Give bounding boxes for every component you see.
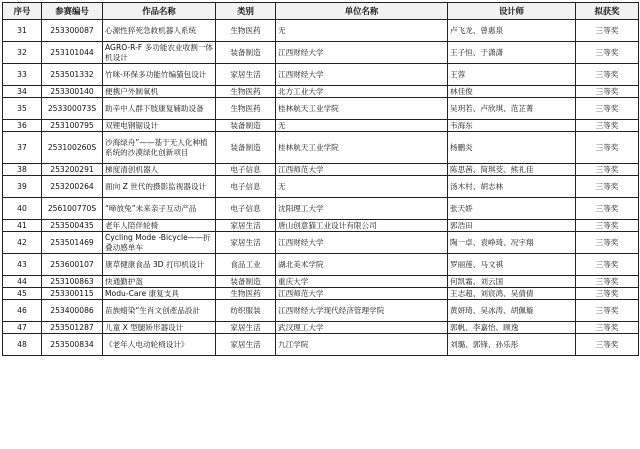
row-unit: 重庆大学 <box>276 276 448 288</box>
row-category: 装备制造 <box>216 120 276 132</box>
row-title: Modu-Care 康复支具 <box>103 288 216 300</box>
row-serial: 35 <box>3 98 42 120</box>
table-row <box>3 98 639 120</box>
row-designers: 王志超、刘宸鸿、吴倩倩 <box>448 288 576 300</box>
row-unit: 无 <box>276 176 448 198</box>
row-designers: 陈思茜、简琪茭、熊礼佳 <box>448 164 576 176</box>
row-category: 电子信息 <box>216 164 276 176</box>
row-category: 生物医药 <box>216 86 276 98</box>
row-category: 纺织服装 <box>216 300 276 322</box>
row-award: 三等奖 <box>576 164 639 176</box>
table-row <box>3 20 639 42</box>
row-category: 家居生活 <box>216 220 276 232</box>
document-page <box>2 2 638 447</box>
row-code: 253100260S <box>42 132 103 164</box>
table-row <box>3 176 639 198</box>
row-designers: 吴玥若、卢欣琪、范芷菁 <box>448 98 576 120</box>
row-title: 梯度清创机器人 <box>103 164 216 176</box>
row-code: 253300073S <box>42 98 103 120</box>
row-designers: 郭帆、李嘉怡、顾逸 <box>448 322 576 334</box>
row-unit: 江西师范大学 <box>276 164 448 176</box>
row-award: 三等奖 <box>576 198 639 220</box>
header-award: 拟获奖 <box>576 3 639 20</box>
row-code: 253501287 <box>42 322 103 334</box>
award-table <box>2 2 639 356</box>
row-code: 253500834 <box>42 334 103 356</box>
row-designers: 郭浩田 <box>448 220 576 232</box>
row-code: 256100770S <box>42 198 103 220</box>
row-award: 三等奖 <box>576 64 639 86</box>
row-serial: 46 <box>3 300 42 322</box>
row-award: 三等奖 <box>576 42 639 64</box>
row-designers: 罗丽莲、马文祺 <box>448 254 576 276</box>
row-award: 三等奖 <box>576 254 639 276</box>
row-title: 双锂电钢锯设计 <box>103 120 216 132</box>
row-category: 家居生活 <box>216 232 276 254</box>
table-body <box>3 20 639 356</box>
row-designers: 何凯霜、刘云国 <box>448 276 576 288</box>
row-unit: 江西财经大学 <box>276 232 448 254</box>
row-unit: 湖北美术学院 <box>276 254 448 276</box>
row-award: 三等奖 <box>576 300 639 322</box>
row-designers: 陶一卓、袁峥琦、况宇翔 <box>448 232 576 254</box>
row-code: 253100863 <box>42 276 103 288</box>
row-unit: 桂林航天工业学院 <box>276 98 448 120</box>
row-designers: 汤木村、胡志林 <box>448 176 576 198</box>
row-serial: 41 <box>3 220 42 232</box>
row-title: 竹咪-环保多功能竹编猫包设计 <box>103 64 216 86</box>
row-title: 康草健康食品 3D 打印机设计 <box>103 254 216 276</box>
row-title: “啼放兔”未来亲子互动产品 <box>103 198 216 220</box>
row-serial: 34 <box>3 86 42 98</box>
row-code: 253200264 <box>42 176 103 198</box>
row-title: 快通勤护盔 <box>103 276 216 288</box>
row-serial: 39 <box>3 176 42 198</box>
row-code: 253300115 <box>42 288 103 300</box>
row-code: 253100795 <box>42 120 103 132</box>
row-title: 老年人陪伴轮椅 <box>103 220 216 232</box>
table-row <box>3 232 639 254</box>
row-unit: 无 <box>276 120 448 132</box>
table-row <box>3 132 639 164</box>
row-serial: 36 <box>3 120 42 132</box>
row-category: 电子信息 <box>216 176 276 198</box>
row-serial: 32 <box>3 42 42 64</box>
row-serial: 44 <box>3 276 42 288</box>
row-category: 电子信息 <box>216 198 276 220</box>
row-unit: 江西财经大学现代经济管理学院 <box>276 300 448 322</box>
row-award: 三等奖 <box>576 220 639 232</box>
row-serial: 31 <box>3 20 42 42</box>
row-unit: 武汉理工大学 <box>276 322 448 334</box>
row-award: 三等奖 <box>576 86 639 98</box>
row-code: 253600107 <box>42 254 103 276</box>
row-title: 苗族蜡染“生肖文创產品設計 <box>103 300 216 322</box>
row-award: 三等奖 <box>576 132 639 164</box>
table-row <box>3 164 639 176</box>
row-category: 家居生活 <box>216 334 276 356</box>
table-row <box>3 120 639 132</box>
row-designers: 王子恒、于潇潇 <box>448 42 576 64</box>
row-unit: 沈阳理工大学 <box>276 198 448 220</box>
row-serial: 33 <box>3 64 42 86</box>
header-title: 作品名称 <box>103 3 216 20</box>
row-award: 三等奖 <box>576 98 639 120</box>
row-designers: 杨鹏炎 <box>448 132 576 164</box>
table-row <box>3 276 639 288</box>
table-header-row <box>3 3 639 20</box>
row-award: 三等奖 <box>576 288 639 300</box>
row-award: 三等奖 <box>576 276 639 288</box>
row-unit: 九江学院 <box>276 334 448 356</box>
row-code: 253500435 <box>42 220 103 232</box>
row-code: 253300140 <box>42 86 103 98</box>
row-title: 儿童 X 型腿矫形器设计 <box>103 322 216 334</box>
row-award: 三等奖 <box>576 334 639 356</box>
row-code: 253300087 <box>42 20 103 42</box>
row-serial: 43 <box>3 254 42 276</box>
row-unit: 唐山创意猫工业设计有限公司 <box>276 220 448 232</box>
header-unit: 单位名称 <box>276 3 448 20</box>
row-unit: 江西财经大学 <box>276 64 448 86</box>
row-serial: 38 <box>3 164 42 176</box>
row-code: 253400086 <box>42 300 103 322</box>
table-row <box>3 86 639 98</box>
row-serial: 37 <box>3 132 42 164</box>
row-award: 三等奖 <box>576 176 639 198</box>
row-award: 三等奖 <box>576 120 639 132</box>
table-row <box>3 220 639 232</box>
header-serial: 序号 <box>3 3 42 20</box>
row-title: 助辛中人群下肢康复辅助设备 <box>103 98 216 120</box>
row-category: 生物医药 <box>216 98 276 120</box>
row-serial: 48 <box>3 334 42 356</box>
row-category: 装备制造 <box>216 42 276 64</box>
table-row <box>3 64 639 86</box>
row-award: 三等奖 <box>576 232 639 254</box>
table-row <box>3 334 639 356</box>
row-unit: 桂林航天工业学院 <box>276 132 448 164</box>
row-serial: 45 <box>3 288 42 300</box>
header-category: 类别 <box>216 3 276 20</box>
row-category: 家居生活 <box>216 64 276 86</box>
row-serial: 47 <box>3 322 42 334</box>
row-designers: 王蓉 <box>448 64 576 86</box>
row-award: 三等奖 <box>576 20 639 42</box>
header-designers: 设计师 <box>448 3 576 20</box>
row-title: 便携户外制氧机 <box>103 86 216 98</box>
table-row <box>3 42 639 64</box>
row-designers: 卢飞龙、曾惠泉 <box>448 20 576 42</box>
row-title: 沙海绿舟”——基于无人化种植系统的沙漠绿化创新项目 <box>103 132 216 164</box>
row-code: 253101044 <box>42 42 103 64</box>
row-category: 装备制造 <box>216 276 276 288</box>
row-category: 装备制造 <box>216 132 276 164</box>
row-category: 食品工业 <box>216 254 276 276</box>
row-unit: 江西师范大学 <box>276 288 448 300</box>
row-category: 家居生活 <box>216 322 276 334</box>
row-title: 心源性猝死急救机器人系统 <box>103 20 216 42</box>
row-code: 253501332 <box>42 64 103 86</box>
header-code: 参赛编号 <box>42 3 103 20</box>
row-category: 生物医药 <box>216 288 276 300</box>
row-unit: 北方工业大学 <box>276 86 448 98</box>
row-code: 253501469 <box>42 232 103 254</box>
row-unit: 江西财经大学 <box>276 42 448 64</box>
table-row <box>3 288 639 300</box>
row-code: 253200291 <box>42 164 103 176</box>
row-designers: 林佳俊 <box>448 86 576 98</box>
row-designers: 韦海东 <box>448 120 576 132</box>
table-row <box>3 254 639 276</box>
row-designers: 黄妍琦、吴冰涛、胡佩璇 <box>448 300 576 322</box>
row-award: 三等奖 <box>576 322 639 334</box>
row-serial: 42 <box>3 232 42 254</box>
table-row <box>3 198 639 220</box>
row-designers: 刘璐、郭锋、孙乐彤 <box>448 334 576 356</box>
table-row <box>3 300 639 322</box>
row-title: 面向 Z 世代的摄影监视器设计 <box>103 176 216 198</box>
row-category: 生物医药 <box>216 20 276 42</box>
row-designers: 张天娇 <box>448 198 576 220</box>
row-title: AGRO-R-F 多功能农业收割一体机设计 <box>103 42 216 64</box>
row-title: 《老年人电动轮椅设计》 <box>103 334 216 356</box>
row-title: Cycling Mode -Bicycle——折叠动感单车 <box>103 232 216 254</box>
table-row <box>3 322 639 334</box>
row-unit: 无 <box>276 20 448 42</box>
row-serial: 40 <box>3 198 42 220</box>
